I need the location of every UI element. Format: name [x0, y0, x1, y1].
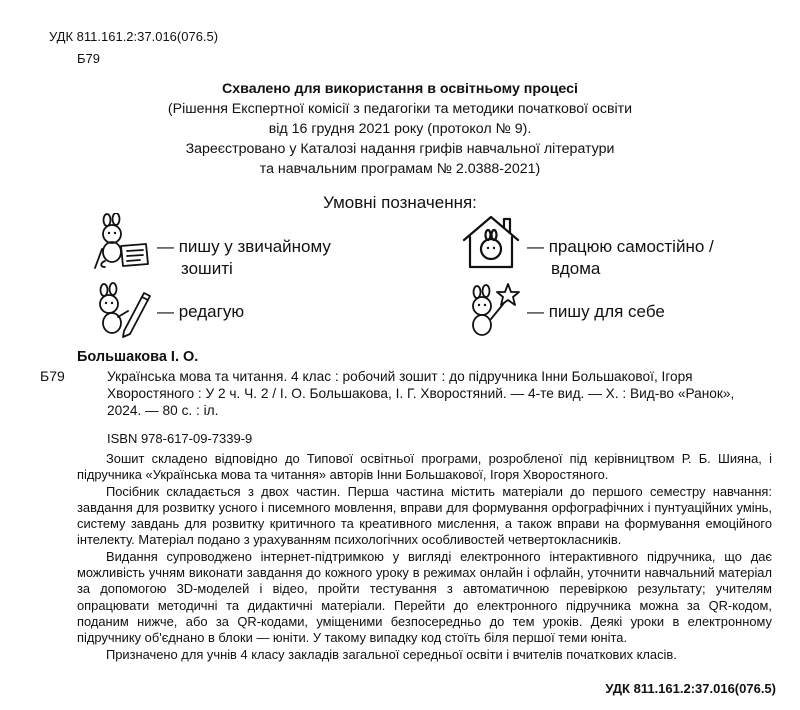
- approval-title: Схвалено для використання в освітньому процесі: [222, 81, 578, 97]
- biblio-line: 2024. — 80 с. : іл.: [107, 403, 219, 418]
- approval-line: та навчальним програмам № 2.0388-2021): [259, 161, 541, 177]
- legend-label-cont: вдома: [551, 259, 601, 278]
- udk-footer: УДК 811.161.2:37.016(076.5): [605, 681, 776, 696]
- approval-line: від 16 грудня 2021 року (протокол № 9).: [268, 121, 532, 137]
- biblio-line: Хворостяного : У 2 ч. Ч. 2 / І. О. Большакова, І. Г. Хворостяний. — 4-те вид. — Х. : Вид-во «Ранок»,: [107, 386, 735, 401]
- bunny-writing-icon: [90, 213, 152, 271]
- legend-label-cont: зошиті: [181, 259, 233, 278]
- bibliographic-description: [107, 368, 765, 419]
- catalog-code: Б79: [77, 51, 100, 66]
- bunny-star-icon: [460, 281, 522, 339]
- approval-line: Зареєстровано у Каталозі надання грифів навчальної літератури: [185, 141, 615, 157]
- legend-label: — редагую: [157, 302, 245, 321]
- paragraph: Зошит складено відповідно до Типової освітньої програми, розробленої під керівництвом Р. Б. Шияна, і підручника «Українська мова та читання» авторів Інни Большакової, Ігоря Хворостяного.: [77, 451, 772, 483]
- udk-header: УДК 811.161.2:37.016(076.5): [49, 29, 219, 44]
- paragraph: Видання супроводжено інтернет-підтримкою у вигляді електронного інтерактивного підручника, що дає можливість учням виконати завдання до кожного уроку в режимах онлайн і офлайн, уточнити навчальний матеріал за допомогою 3D-моделей і відео, пройти тестування з автоматичною перевіркою результату; учителям опрацювати методичні та дидактичні матеріали. Перейти до електронного підручника можна за QR-кодом, поданим нижче, або за QR-кодами, уміщеними безпосередньо до тем уроків. Деякі уроки в електронному підручнику об'єднано в блоки — юніти. У такому випадку код стоїть біля першої теми юніта.: [77, 548, 772, 646]
- legend-item-edit: [157, 301, 244, 323]
- approval-line: (Рішення Експертної комісії з педагогіки та методики початкової освіти: [167, 101, 633, 117]
- legend-label: — пишу для себе: [527, 302, 665, 321]
- author-name: Большакова І. О.: [77, 349, 199, 365]
- biblio-line: Українська мова та читання. 4 клас : робочий зошит : до підручника Інни Большакової, Ігоря: [107, 369, 693, 384]
- biblio-code: Б79: [40, 368, 65, 384]
- annotation-text: [77, 451, 772, 663]
- house-bunny-icon: [460, 213, 522, 271]
- paragraph: Посібник складається з двох частин. Перша частина містить матеріали до першого семестру навчання: завдання для розвитку усного і писемного мовлення, вправи для формування орфографічних і пунтуаційних умінь, систему завдань для розвитку критичного та креативного мислення, а також вправи на формування емоційного інтелекту. Матеріал подано з урахуванням психологічних особливостей четвертокласників.: [77, 483, 772, 548]
- paragraph: Призначено для учнів 4 класу закладів загальної середньої освіти і вчителів початкових класів.: [106, 646, 677, 662]
- legend-label: — працюю самостійно /: [527, 237, 714, 256]
- legend-title: Умовні позначення:: [323, 193, 477, 212]
- bunny-pencil-icon: [90, 281, 152, 339]
- legend-label: — пишу у звичайному: [157, 237, 331, 256]
- legend-item-independent: [527, 236, 714, 280]
- legend-item-notebook: [157, 236, 331, 280]
- approval-block: [90, 79, 710, 179]
- isbn: ISBN 978-617-09-7339-9: [107, 431, 253, 446]
- legend-item-self: [527, 301, 665, 323]
